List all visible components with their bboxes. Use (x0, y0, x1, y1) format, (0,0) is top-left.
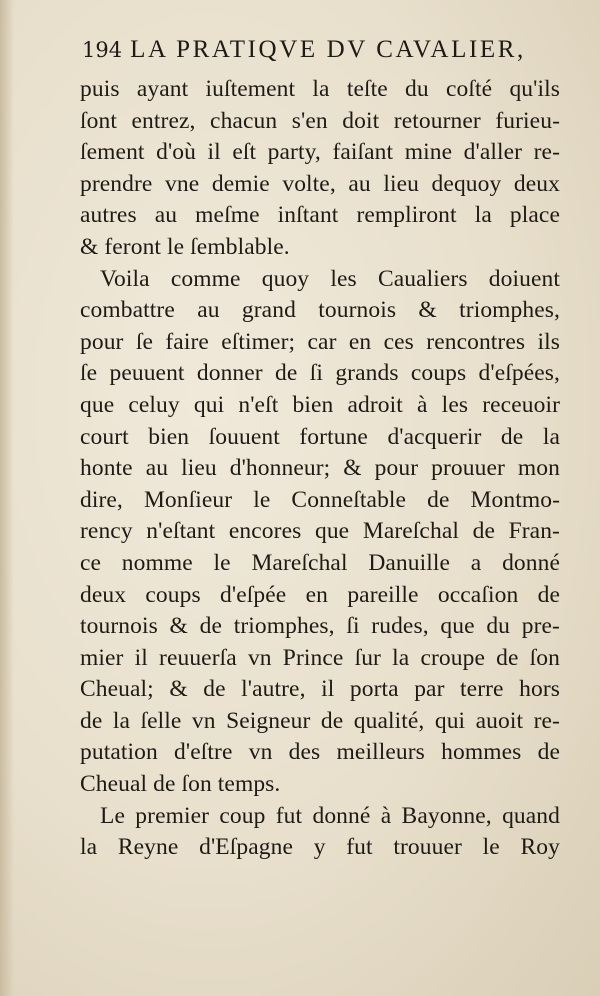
body-text (80, 74, 560, 864)
text-line: tournois & de triomphes, ſi rudes, que du pre- (80, 613, 560, 640)
text-line: Cheual de ſon temps. (80, 771, 281, 798)
text-line: court bien ſouuent fortune d'acquerir de la (80, 423, 560, 450)
text-line: mier il reuuerſa vn Prince ſur la croupe de ſon (80, 644, 560, 671)
text-line: ſement d'où il eſt party, faiſant mine d'aller re- (80, 139, 560, 166)
running-title: LA PRATIQVE DV CAVALIER, (130, 36, 526, 63)
text-line: ce nomme le Mareſchal Danuille a donné (80, 549, 560, 576)
text-line: prendre vne demie volte, au lieu dequoy deux (80, 170, 560, 197)
text-line: autres au meſme inſtant rempliront la place (80, 202, 560, 229)
text-line: ſont entrez, chacun s'en doit retourner furieu- (80, 107, 560, 134)
text-line: & feront le ſemblable. (80, 233, 290, 260)
text-line: pour ſe faire eſtimer; car en ces rencontres ils (80, 328, 560, 355)
text-line: Cheual; & de l'autre, il porta par terre hors (80, 676, 560, 703)
text-line: deux coups d'eſpée en pareille occaſion de (80, 581, 560, 608)
text-line: de la ſelle vn Seigneur de qualité, qui auoit re- (80, 707, 560, 734)
text-line: combattre au grand tournois & triomphes, (80, 297, 560, 324)
text-line: puis ayant iuſtement la teſte du coſté qu'ils (80, 76, 560, 102)
text-line: Le premier coup fut donné à Bayonne, quand (100, 802, 560, 829)
text-line: putation d'eſtre vn des meilleurs hommes de (80, 739, 560, 766)
text-line: ſe peuuent donner de ſi grands coups d'eſpées, (80, 360, 560, 387)
page-header (82, 36, 552, 74)
text-line: que celuy qui n'eſt bien adroit à les receuoir (80, 391, 560, 418)
text-line: rency n'eſtant encores que Mareſchal de Fran- (80, 518, 560, 545)
text-line: la Reyne d'Eſpagne y fut trouuer le Roy (80, 834, 560, 861)
text-line: dire, Monſieur le Conneſtable de Montmo- (80, 486, 560, 513)
text-line: Voila comme quoy les Caualiers doiuent (100, 265, 560, 292)
page-gutter-shadow (0, 0, 14, 996)
text-line: honte au lieu d'honneur; & pour prouuer mon (80, 455, 560, 482)
page-number: 194 (82, 38, 123, 62)
